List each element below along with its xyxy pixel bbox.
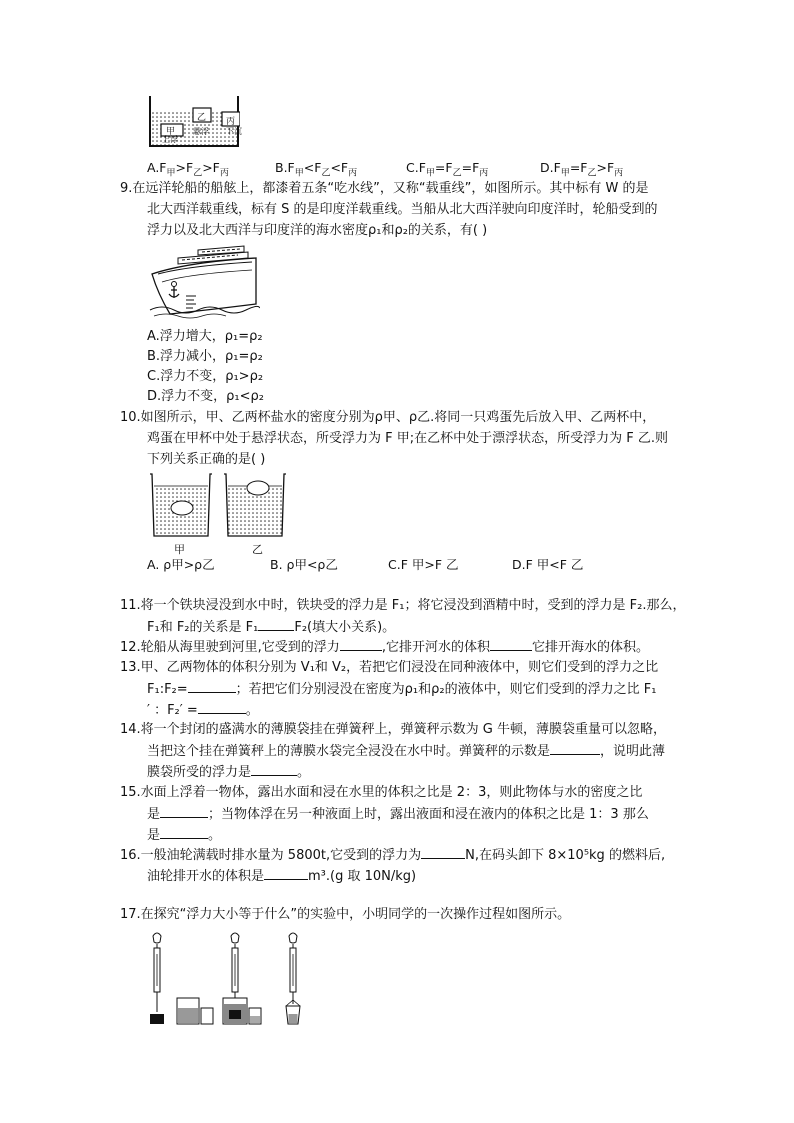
q15-line2: 是 ；当物体浮在另一种液面上时，露出液面和浸在液内的体积之比是 1：3 那么 <box>147 807 649 822</box>
q9-option-b: B.浮力减小，ρ₁=ρ₂ <box>147 349 263 364</box>
q8-label-bing: 丙 <box>226 117 236 127</box>
q8-option-b: $B.F_甲<F_乙<F_丙$ <box>275 160 358 179</box>
q9-ship-figure <box>148 244 260 320</box>
q17-experiment-figure <box>145 930 315 1030</box>
q10-cup-label-yi: 乙 <box>252 543 263 556</box>
q10-stem-line3: 下列关系正确的是( ) <box>147 452 266 467</box>
q11-blank[interactable] <box>258 618 294 631</box>
q16-line1: 16.一般油轮满载时排水量为 5800t,它受到的浮力为 N,在码头卸下 8×10⁵kg 的燃料后, <box>120 848 666 863</box>
q10-cup-label-jia: 甲 <box>174 543 185 556</box>
q13-blank-1[interactable] <box>188 680 236 693</box>
q8-label-jia-state: 上浮 <box>162 135 178 144</box>
q14-blank-2[interactable] <box>251 763 297 776</box>
q15-blank-1[interactable] <box>160 805 208 818</box>
q9-stem-line3: 浮力以及北大西洋与印度洋的海水密度ρ₁和ρ₂的关系，有( ) <box>147 223 488 238</box>
q15-blank-2[interactable] <box>160 826 208 839</box>
q8-label-yi: 乙 <box>197 113 207 123</box>
q8-label-yi-state: 悬浮 <box>193 127 209 136</box>
q13-line1: 13.甲、乙两物体的体积分别为 V₁和 V₂，若把它们浸没在同种液体中，则它们受到的浮力之比 <box>120 660 659 675</box>
q10-option-b: B. ρ甲<ρ乙 <box>270 557 338 572</box>
q14-line1: 14.将一个封闭的盛满水的薄膜袋挂在弹簧秤上，弹簧秤示数为 G 牛顿，薄膜袋重量可以忽略， <box>120 722 667 737</box>
q10-stem-line1: 10.如图所示，甲、乙两杯盐水的密度分别为ρ甲、ρ乙.将同一只鸡蛋先后放入甲、乙两杯中， <box>120 410 656 425</box>
q10-option-d: D.F 甲<F 乙 <box>512 557 584 572</box>
q13-line2: F₁:F₂= ；若把它们分别浸没在密度为ρ₁和ρ₂的液体中，则它们受到的浮力之比 F₁ <box>147 682 657 697</box>
q9-stem-line2: 北大西洋载重线，标有 S 的是印度洋载重线。当船从北大西洋驶向印度洋时，轮船受到的 <box>147 202 658 217</box>
q10-option-c: C.F 甲>F 乙 <box>388 557 459 572</box>
q11-line2: F₁和 F₂的关系是 F₁ F₂(填大小关系)。 <box>147 620 396 635</box>
q10-stem-line2: 鸡蛋在甲杯中处于悬浮状态，所受浮力为 F 甲;在乙杯中处于漂浮状态，所受浮力为 F 乙.则 <box>147 431 668 446</box>
q14-line3: 膜袋所受的浮力是 。 <box>147 765 311 780</box>
q15-line1: 15.水面上浮着一物体，露出水面和浸在水里的体积之比是 2：3，则此物体与水的密度之比 <box>120 785 643 800</box>
q12-blank-2[interactable] <box>490 638 532 651</box>
q9-stem-line1: 9.在远洋轮船的船舷上，都漆着五条“吃水线”，又称“载重线”，如图所示。其中标有 W 的是 <box>120 181 649 196</box>
q9-option-d: D.浮力不变，ρ₁<ρ₂ <box>147 389 264 404</box>
q8-label-bing-state: 下沉 <box>226 127 242 136</box>
q8-option-d: $D.F_甲=F_乙>F_丙$ <box>540 160 624 179</box>
q16-line2: 油轮排开水的体积是 m³.(g 取 10N/kg) <box>147 869 417 884</box>
q16-blank-1[interactable] <box>421 846 465 859</box>
q8-option-c: $C.F_甲=F_乙=F_丙$ <box>406 160 489 179</box>
q9-option-c: C.浮力不变，ρ₁>ρ₂ <box>147 369 264 384</box>
q10-cups-figure <box>148 472 288 540</box>
q15-line3: 是 。 <box>147 828 222 843</box>
q13-blank-2[interactable] <box>198 701 246 714</box>
q10-option-a: A. ρ甲>ρ乙 <box>147 557 215 572</box>
q14-line2: 当把这个挂在弹簧秤上的薄膜水袋完全浸没在水中时。弹簧秤的示数是 ，说明此薄 <box>147 744 666 759</box>
q11-line1: 11.将一个铁块浸没到水中时，铁块受的浮力是 F₁；将它浸没到酒精中时，受到的浮力是 F₂.那么， <box>120 598 686 613</box>
q9-option-a: A.浮力增大，ρ₁=ρ₂ <box>147 329 263 344</box>
q8-option-a: $A.F_甲>F_乙>F_丙$ <box>147 160 229 179</box>
q17-line1: 17.在探究“浮力大小等于什么”的实验中，小明同学的一次操作过程如图所示。 <box>120 907 571 922</box>
q13-line3: ′ ：F₂′ = 。 <box>147 703 259 718</box>
q12-line1: 12.轮船从海里驶到河里,它受到的浮力 ,它排开河水的体积 它排开海水的体积。 <box>120 640 649 655</box>
q16-blank-2[interactable] <box>264 867 308 880</box>
q8-label-jia: 甲 <box>166 127 176 137</box>
q14-blank-1[interactable] <box>550 742 600 755</box>
q12-blank-1[interactable] <box>340 638 382 651</box>
